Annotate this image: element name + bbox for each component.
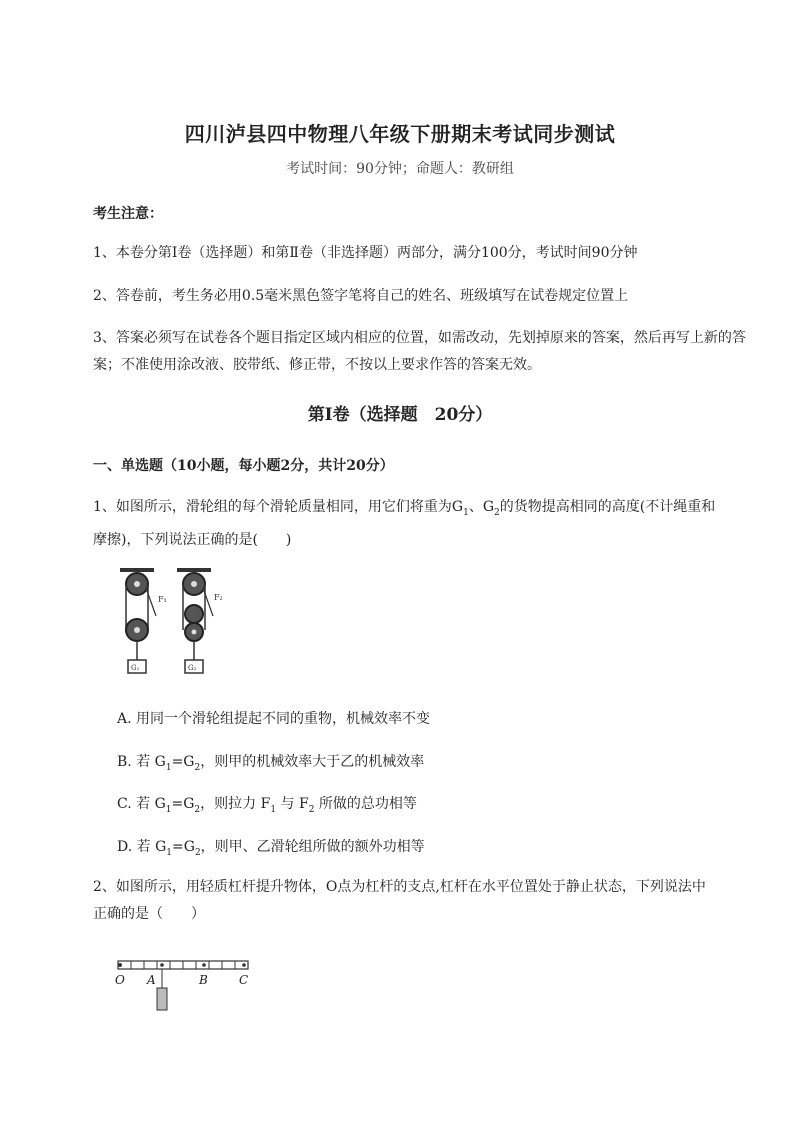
option-a[interactable]: A. 用同一个滑轮组提起不同的重物，机械效率不变 bbox=[117, 711, 431, 727]
section-title: 第Ⅰ卷（选择题 20分） bbox=[307, 405, 493, 425]
point-c-label: C bbox=[239, 973, 249, 987]
point-b-label: B bbox=[199, 973, 208, 987]
g1-label: G₁ bbox=[131, 664, 140, 672]
pulley-figure bbox=[112, 562, 234, 684]
exam-info: 考试时间：90分钟；命题人：教研组 bbox=[286, 161, 514, 177]
question-1-stem: 1、如图所示，滑轮组的每个滑轮质量相同，用它们将重为$G_1$、$G_2$的货物提高相同的高度(不计绳重和 摩擦)，下列说法正确的是( ) bbox=[93, 499, 716, 548]
notice-item-1: 1、本卷分第Ⅰ卷（选择题）和第Ⅱ卷（非选择题）两部分，满分100分，考试时间90分钟 bbox=[93, 245, 638, 261]
notice-heading: 考生注意： bbox=[93, 206, 163, 222]
point-o-label: O bbox=[115, 973, 125, 987]
option-d[interactable]: D. 若 $G_1=G_2$，则甲、乙滑轮组所做的额外功相等 bbox=[117, 839, 425, 858]
notice-item-2: 2、答卷前，考生务必用0.5毫米黑色签字笔将自己的姓名、班级填写在试卷规定位置上 bbox=[93, 288, 629, 304]
option-b[interactable]: B. 若 $G_1=G_2$，则甲的机械效率大于乙的机械效率 bbox=[117, 754, 425, 773]
notice-item-3: 3、答案必须写在试卷各个题目指定区域内相应的位置，如需改动，先划掉原来的答案，然后再写上新的答案；不准使用涂改液、胶带纸、修正带，不按以上要求作答的答案无效。 bbox=[93, 330, 746, 373]
f1-label: F₁ bbox=[158, 595, 167, 604]
point-a-label: A bbox=[147, 973, 156, 987]
page-title: 四川泸县四中物理八年级下册期末考试同步测试 bbox=[184, 122, 616, 146]
g2-label: G₂ bbox=[188, 664, 197, 672]
lever-figure bbox=[112, 955, 257, 1015]
option-c[interactable]: C. 若 $G_1=G_2$，则拉力 $F_1$ 与 $F_2$ 所做的总功相等 bbox=[117, 796, 417, 815]
part-heading: 一、单选题（10小题，每小题2分，共计20分） bbox=[93, 458, 394, 474]
question-2-stem: 2、如图所示，用轻质杠杆提升物体，O点为杠杆的支点,杠杆在水平位置处于静止状态，下列说法中 正确的是（ ） bbox=[93, 879, 706, 922]
f2-label: F₂ bbox=[214, 593, 223, 602]
